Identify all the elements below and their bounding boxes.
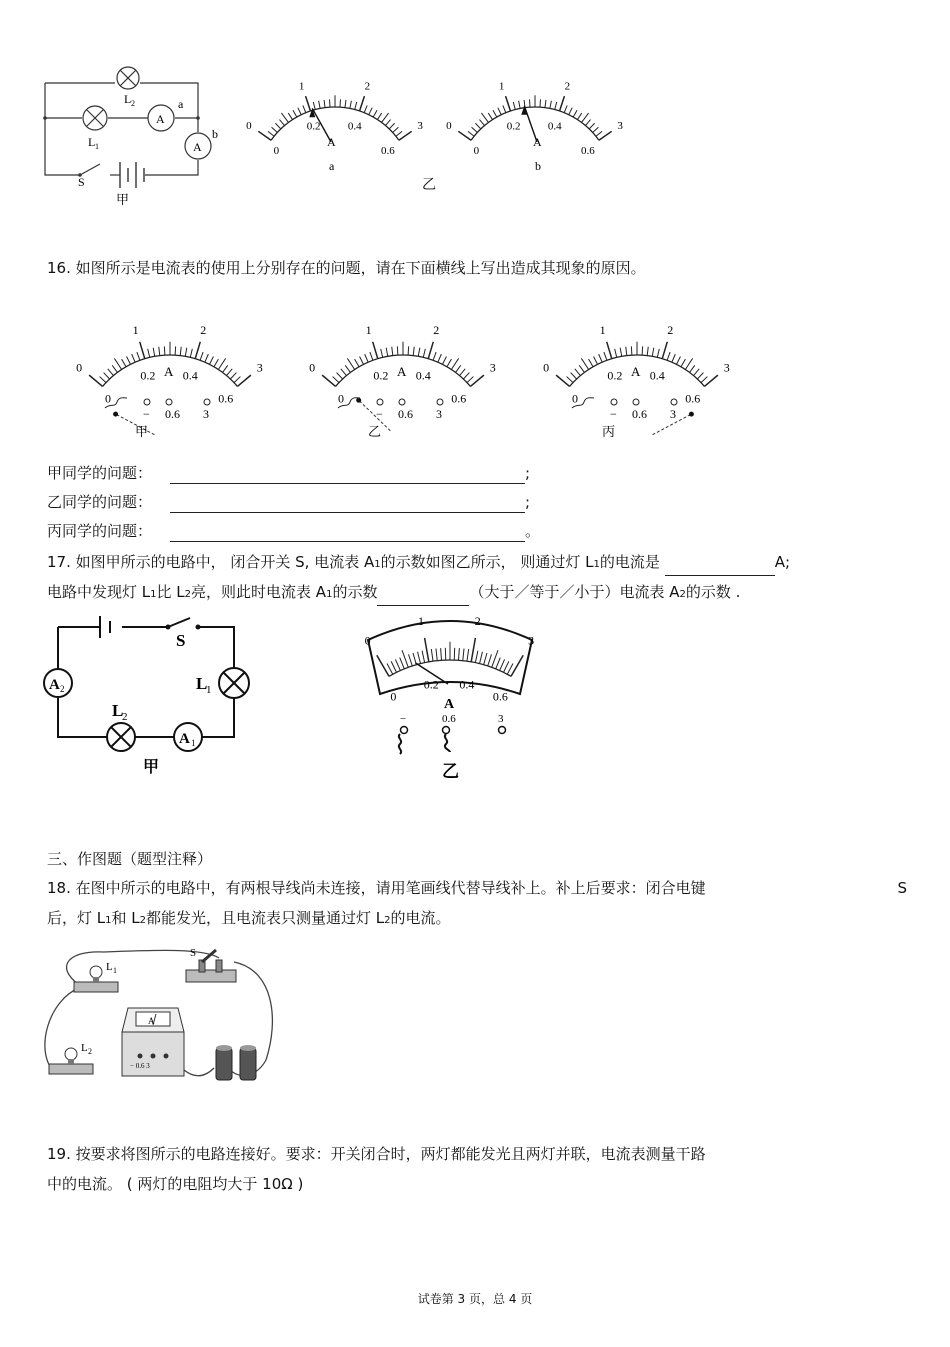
q16-meter-tick [428,342,433,359]
q16-meter-outer-label: 2 [433,323,440,338]
meterA-outer-label: 2 [364,80,371,93]
meterA-tick [272,127,278,132]
q16-meter-tick [386,348,388,357]
q17-terminal [401,727,408,734]
q16-terminal [377,399,383,405]
q16-meter-tick [127,356,131,364]
meterA-inner-label: 0.2 [306,120,321,133]
meterA-tick [298,108,301,115]
q16-meter-tick [137,352,140,360]
meterA-tick [364,105,367,112]
q17-A1-symbol: A [179,731,190,747]
q17-dial-unit: A [444,697,455,712]
q16-meter-needle-tip [356,398,361,403]
svg-text:1: 1 [206,684,212,696]
q16-meter-tick [234,377,240,383]
q16-meter-tick [467,377,473,383]
meterB-tick [488,113,492,120]
q16-meter-tick [360,356,364,364]
q16-meter-tick [438,354,441,362]
q16-meter-tick [460,369,466,376]
q18-circuit-illustration [44,940,279,1090]
q16-terminal [611,399,617,405]
meterB-tick [481,113,488,122]
q16-meter-tick [690,365,695,372]
q16-terminal-label: 0.6 [398,407,413,421]
q16-meter-tick [373,342,378,359]
meterA-tick [377,113,381,120]
meterA-tick [275,123,280,129]
q16-meter-tick [195,342,200,359]
label-L2: L [124,92,132,106]
meterB-outer-label: 3 [617,119,623,132]
q16-meter-tick [672,354,675,362]
meterB-tick [582,113,589,122]
page-footer: 试卷第 3 页，总 4 页 [417,1292,533,1306]
q16-meter-tick [652,348,654,357]
q16-meter-tick [392,347,393,356]
q17-line1: 17. 如图甲所示的电路中， 闭合开关 S, 电流表 A1的示数如图乙所示， 则通过灯 L1的电流是 A; [47,551,790,576]
q16-meter-inner-label: 0.2 [140,368,156,383]
q16-meter-outer-label: 0 [543,360,550,375]
q16-meter-outer-label: 3 [723,360,730,375]
q16-meter-tick [190,349,192,358]
q16-meter-tick [148,349,150,358]
meterB-outer-label: 2 [564,80,571,93]
meterA-tick [393,127,399,132]
meterB-outer-label: 1 [498,80,505,93]
q16-meter-tick [370,352,373,360]
q16-meter-jia [65,298,285,448]
q16-meter-tick [218,358,225,369]
q16-meter-outer-label: 2 [200,323,207,338]
meterA-tick [281,113,288,122]
q16-meter-tick [397,346,398,355]
q16-terminal-label: 0.6 [165,407,180,421]
meterB-tick [468,131,474,136]
q16-meter-tick [604,352,607,360]
ammeter-a-symbol: A [156,112,165,126]
q16-meter-inner-label: 0 [104,391,111,406]
meterB-tick [577,113,581,120]
q16-answer-yi: 乙同学的问题： ; [47,493,531,511]
q16-meter-tick [114,358,121,369]
ammeter-dial-a [245,70,425,180]
meterB-tick [498,108,501,115]
q17-dial-outer-label: 1 [418,614,425,629]
label-a: a [178,97,184,111]
ammeter-b-symbol: A [193,140,202,154]
q16-meter-tick [180,347,181,356]
q16-meter-tick [337,373,343,379]
q16-terminal-label: 3 [203,407,209,421]
meterA-tick [288,113,292,120]
meterA-unit: A [327,135,336,149]
label-S: S [78,175,85,189]
meterB-tick [555,102,557,110]
q16-meter-caption: 甲 [135,424,149,439]
q16-meter-tick [676,356,680,364]
meterA-tick [373,110,377,117]
q16-meter-tick [579,365,584,372]
q16-meter-outer-label: 3 [256,360,263,375]
q16-meter-tick [594,356,598,364]
q17-line2: 电路中发现灯 L1比 L2亮，则此时电流表 A1的示数 （大于／等于／小于）电流表 A2的示数 . [47,581,740,606]
svg-text:1: 1 [113,966,117,975]
meterB-tick [560,96,565,111]
label-b: b [212,127,218,141]
meterB-inner-label: 0.6 [580,145,595,158]
q17-terminal [443,727,450,734]
q18-L2-label: L [81,1042,88,1054]
meterA-tick [293,110,297,117]
meterA-tick [350,101,351,109]
q16-meter-tick [122,359,126,367]
q16-meter-tick [365,354,368,362]
meterA-tick [303,105,306,112]
q16-meter-inner-label: 0.6 [685,391,701,406]
q16-meter-inner-label: 0.4 [649,368,665,383]
q17-dial-inner-label: 0 [390,689,397,704]
q18-line2: 后，灯 L1和 L2都能发光，且电流表只测量通过灯 L2的电流。 [47,909,451,927]
meterA-outer-label: 3 [417,119,423,132]
q16-meter-tick [589,359,593,367]
q16-meter-tick [112,365,117,372]
q16-meter-unit: A [397,364,407,379]
svg-text:1: 1 [191,738,196,748]
q17-circuit-diagram [40,612,255,777]
meterB-tick [493,110,497,117]
q16-meter-tick [575,369,581,376]
q16-meter-outer-label: 3 [489,360,496,375]
q16-meter-needle-tip [113,412,118,417]
meterB-outer-label: 0 [446,119,452,132]
q16-meter-tick [341,369,347,376]
q16-meter-tick [333,377,339,383]
q16-meter-yi [298,298,518,448]
q16-meter-tick [694,369,700,376]
q16-terminal [204,399,210,405]
q18-ammeter-terminals: − 0.6 3 [130,1062,150,1070]
q16-meter-unit: A [164,364,174,379]
q16-meter-outer-label: 1 [132,323,139,338]
q16-meter-tick [408,346,409,355]
meterB-tick [550,101,551,109]
q16-meter-tick [681,359,685,367]
q16-meter-needle-tip [689,412,694,417]
meterB-tick [519,101,520,109]
q16-meter-outer-label: 1 [599,323,606,338]
q16-meter-tick [599,354,602,362]
q16-meter-tick [153,348,155,357]
q16-meter-tick [108,369,114,376]
meterB-tick [479,120,484,126]
q17-dial-outer-label: 3 [528,633,535,648]
circuit-caption: 甲 [116,192,130,207]
meterA-tick [389,123,394,129]
q16-meter-tick [657,349,659,358]
meterA-tick [306,96,311,111]
top-circuit-diagram [40,60,230,210]
meterB-tick [545,100,546,108]
meterB-tick [573,110,577,117]
q16-meter-tick [132,354,135,362]
q17-wire-coil [445,734,450,752]
q16-meter-caption: 乙 [368,424,382,439]
q16-meter-tick [104,373,110,379]
q16-terminal-label: 0.6 [632,407,647,421]
q16-terminal [671,399,677,405]
q16-terminal-label: 3 [436,407,442,421]
q16-meter-tick [230,373,236,379]
q17-terminal-label: 0.6 [442,713,456,725]
meterA-inner-label: 0 [273,145,280,158]
q16-meter-tick [620,348,622,357]
q16-meter-tick [571,373,577,379]
q16-meter-tick [697,373,703,379]
meterA-tick [279,120,284,126]
meterB-tick [593,127,599,132]
q16-meter-tick [463,373,469,379]
q16-meter-tick [418,348,420,357]
meterA-tick [382,113,389,122]
q16-terminal-label: 3 [670,407,676,421]
meterB-tick [569,108,572,115]
q16-meter-tick [433,352,436,360]
q17-dial-inner-label: 0.4 [459,677,475,692]
q16-meter-inner-label: 0.2 [607,368,623,383]
q16-meter-inner-label: 0.2 [373,368,389,383]
q16-meter-tick [607,342,612,359]
meterA-tick [324,100,325,108]
q16-meter-tick [164,346,165,355]
dial-a-caption: a [329,159,335,173]
q16-meter-tick [626,347,627,356]
q17-dial-inner-label: 0.2 [423,677,439,692]
meterB-inner-label: 0.4 [547,120,562,133]
q16-meter-inner-label: 0.6 [218,391,234,406]
q16-terminal-label: − [143,407,150,421]
ammeter-dial-b [445,70,625,180]
q17-terminal-label: − [400,713,407,725]
q16-meter-tick [205,354,208,362]
q16-meter-tick [175,346,176,355]
meterA-outer-label: 0 [246,119,252,132]
meterA-tick [396,131,402,136]
meterA-tick [360,96,365,111]
q16-meter-inner-label: 0.4 [415,368,431,383]
meterB-tick [564,105,567,112]
meterB-tick [506,96,511,111]
meterB-tick [585,120,590,126]
q17-switch-label: S [176,631,186,650]
q16-terminal [633,399,639,405]
q16-meter-tick [413,347,414,356]
q18-switch-label: S [190,947,197,959]
q16-meter-tick [442,356,446,364]
q16-meter-unit: A [631,364,641,379]
q17-dial-outer-label: 0 [364,633,371,648]
label-L1: L [88,135,96,149]
svg-text:2: 2 [122,711,128,723]
q16-meter-tick [567,377,573,383]
q16-answer-jia: 甲同学的问题： ; [47,464,531,482]
svg-text:2: 2 [88,1047,92,1056]
dial-b-caption: b [535,159,541,173]
figure-yi-caption: 乙 [422,177,436,193]
q16-meter-tick [227,369,233,376]
q18-L1-label: L [106,961,113,973]
q18-ammeter-symbol: A [148,1016,155,1026]
q16-meter-tick [451,358,458,369]
q16-meter-tick [355,359,359,367]
meterB-tick [475,123,480,129]
q17-terminal-label: 3 [498,713,504,725]
meterA-tick [385,120,390,126]
q16-meter-tick [200,352,203,360]
q16-meter-tick [647,347,648,356]
meterA-tick [369,108,372,115]
q16-meter-tick [214,359,218,367]
q17-wire-coil [399,734,401,754]
q17-L1-label: L [196,674,208,693]
q16-meter-outer-label: 0 [309,360,316,375]
meterB-tick [589,123,594,129]
q16-meter-tick [140,342,145,359]
q17-dial-inner-label: 0.6 [492,689,508,704]
meterB-unit: A [533,135,542,149]
q16-meter-tick [642,346,643,355]
meterB-inner-label: 0.2 [506,120,521,133]
q17-L2-label: L [112,701,124,720]
meterA-tick [345,100,346,108]
q16-meter-inner-label: 0 [337,391,344,406]
meterA-tick [355,102,357,110]
q17-dial-caption: 乙 [442,762,459,781]
q16-meter-tick [615,349,617,358]
svg-text:1: 1 [95,142,99,151]
meterA-outer-label: 1 [298,80,305,93]
q16-meter-tick [685,358,692,369]
q16-meter-tick [667,352,670,360]
q16-meter-tick [223,365,228,372]
meterB-tick [472,127,478,132]
meterA-tick [313,102,315,110]
q16-meter-tick [185,348,187,357]
q16-meter-tick [209,356,213,364]
meterA-tick [268,131,274,136]
q19-line2: 中的电流。 ( 两灯的电阻均大于 10Ω ) [47,1175,304,1193]
svg-text:2: 2 [60,684,65,694]
meterA-tick [319,101,320,109]
q16-terminal [399,399,405,405]
q16-meter-bing [532,298,752,448]
q16-meter-caption: 丙 [602,424,616,439]
q16-meter-tick [347,358,354,369]
svg-text:2: 2 [131,99,135,108]
q16-terminal-label: − [376,407,383,421]
q16-meter-tick [662,342,667,359]
q19-line1: 19. 按要求将图所示的电路连接好。要求：开关闭合时，两灯都能发光且两灯并联，电流表测量干路 [47,1145,706,1163]
q16-meter-outer-label: 2 [667,323,674,338]
q16-terminal [437,399,443,405]
q16-meter-inner-label: 0 [571,391,578,406]
q16-meter-tick [581,358,588,369]
meterB-tick [503,105,506,112]
meterA-inner-label: 0.4 [347,120,362,133]
q16-meter-tick [456,365,461,372]
q16-meter-tick [159,347,160,356]
q16-meter-outer-label: 0 [76,360,83,375]
q16-meter-outer-label: 1 [365,323,372,338]
meterA-inner-label: 0.6 [380,145,395,158]
q16-terminal [144,399,150,405]
q17-A2-symbol: A [49,677,60,693]
q16-meter-tick [447,359,451,367]
q16-meter-tick [701,377,707,383]
q17-ammeter-dial [360,612,540,782]
section-3-heading: 三、作图题（题型注释） [47,850,213,868]
meterB-tick [513,102,515,110]
q16-meter-inner-label: 0.4 [182,368,198,383]
q16-meter-tick [345,365,350,372]
q16-meter-tick [381,349,383,358]
q16-meter-inner-label: 0.6 [451,391,467,406]
q17-terminal [499,727,506,734]
meterB-inner-label: 0 [473,145,480,158]
q16-terminal-label: − [610,407,617,421]
q16-terminal [166,399,172,405]
q16-meter-tick [631,346,632,355]
q17-circuit-caption: 甲 [143,759,160,776]
q16-answer-bing: 丙同学的问题： 。 [47,522,541,540]
q16-text: 16. 如图所示是电流表的使用上分别存在的问题，请在下面横线上写出造成其现象的原因。 [47,259,646,277]
q18-line1: 18. 在图中所示的电路中，有两根导线尚未连接，请用笔画线代替导线补上。补上后要求：闭合电键 S [47,879,907,897]
meterB-tick [596,131,602,136]
q16-meter-tick [100,377,106,383]
q17-dial-outer-label: 2 [474,614,481,629]
q16-meter-tick [423,349,425,358]
